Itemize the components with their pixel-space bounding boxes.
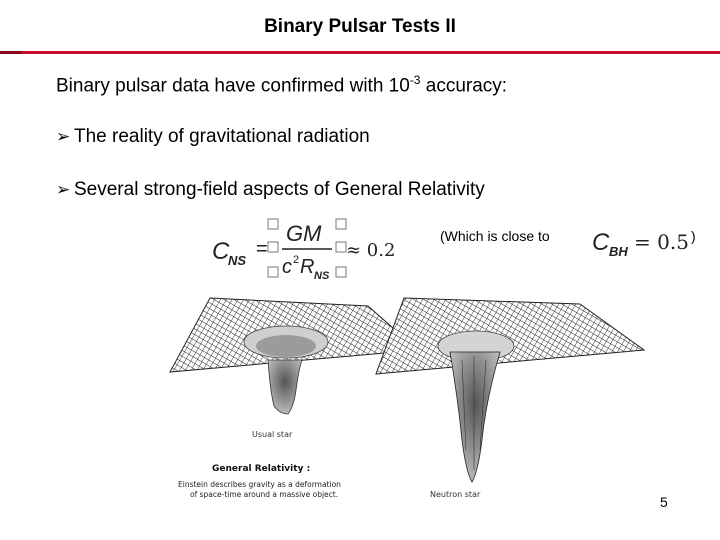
bullet-text: The reality of gravitational radiation [74,126,370,147]
neutron-star-label: Neutron star [430,490,481,499]
intro-prefix: Binary pulsar data have confirmed with 10 [56,75,410,97]
formula-denom-c: c [282,256,292,278]
compactness-formula-bh [590,222,694,262]
page-number: 5 [660,494,668,510]
formula-denom-sub: NS [314,270,330,282]
compactness-formula-ns [212,215,402,285]
caption-line-1: Einstein describes gravity as a deformation [178,480,341,489]
note-text: (Which is close to [440,228,550,244]
intro-text [56,73,507,97]
formula-denom-r: R [300,256,315,278]
note-close: ) [691,228,696,244]
bullet-text: Several strong-field aspects of General Relativity [74,179,485,200]
title-underline [0,51,720,54]
usual-star-label: Usual star [252,430,293,439]
intro-suffix: accuracy: [420,75,508,97]
neutron-star-sheet [376,298,644,482]
formula-lhs-sub: NS [228,253,247,268]
title-underline-accent [0,51,22,54]
bullet-item [56,126,370,148]
arrow-right-icon: ➢ [56,127,71,146]
intro-exponent: -3 [409,73,421,87]
formula-lhs: C [212,238,230,265]
formula-approx: ≈ 0.2 [346,240,396,261]
formula-denom-exp: 2 [293,254,300,266]
slide-title: Binary Pulsar Tests II [264,16,456,37]
formula-bh-lhs: C [592,229,610,256]
bullet-item [56,179,485,201]
usual-star-sheet [170,298,418,414]
caption-line-2: of space-time around a massive object. [190,490,339,499]
formula-bh-sub: BH [609,244,628,259]
formula-numerator: GM [286,221,322,246]
arrow-right-icon: ➢ [56,180,71,199]
spacetime-curvature-figure [168,290,658,510]
formula-equals: = [256,238,268,260]
caption-title: General Relativity : [212,464,311,474]
formula-bh-rhs: = 0.5 [634,230,689,254]
